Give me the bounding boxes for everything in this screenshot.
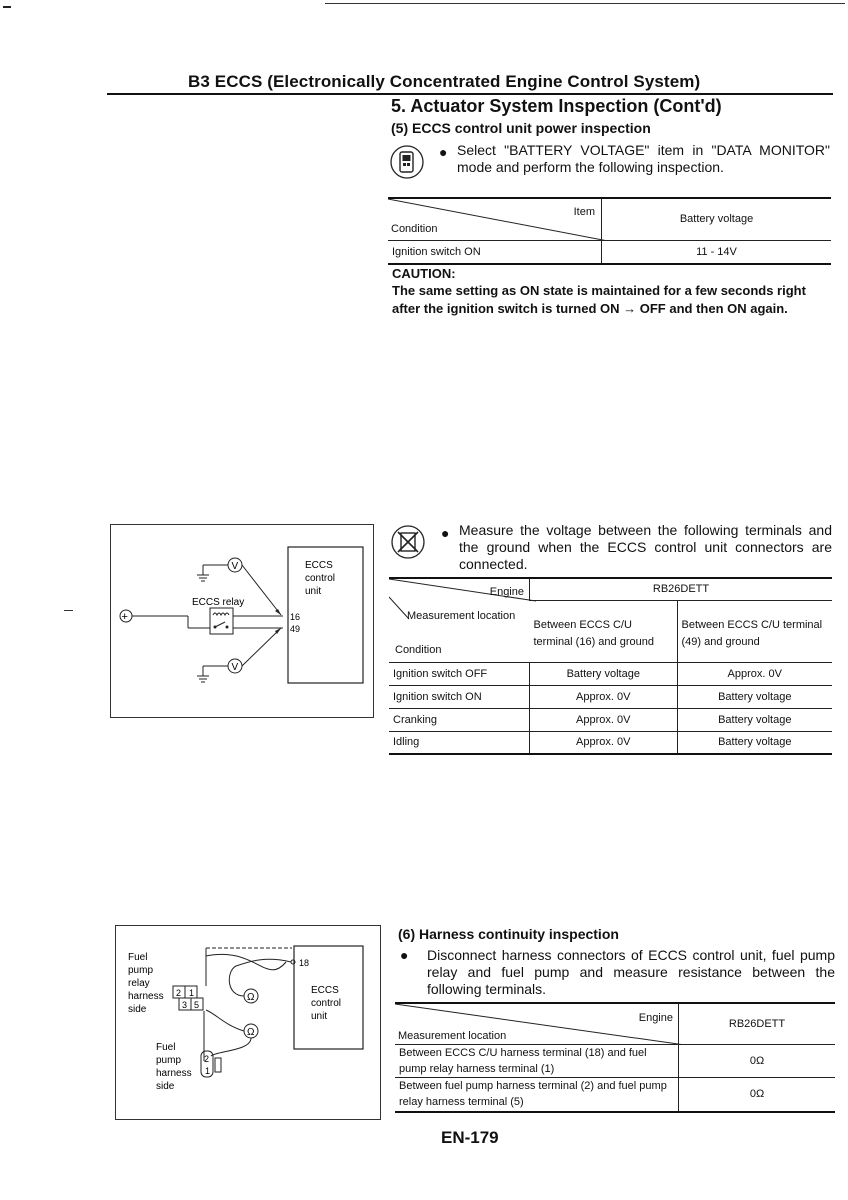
eccs-unit-label-3: unit <box>305 586 322 597</box>
table1-row-value: 11 - 14V <box>602 240 832 264</box>
table3-location: Between fuel pump harness terminal (2) and fuel pump relay harness terminal (5) <box>399 1080 667 1109</box>
voltmeter-icon-bottom: V <box>231 662 239 673</box>
section-title: 5. Actuator System Inspection (Cont'd) <box>391 96 722 116</box>
bullet-icon: ● <box>439 144 448 160</box>
pump-side-label-3: harness <box>156 1068 192 1079</box>
table2-header-condition: Condition <box>395 644 442 656</box>
table2-cell: Approx. 0V <box>530 708 678 731</box>
ohmmeter-icon-bottom: Ω <box>247 1027 255 1038</box>
table3-location: Between ECCS C/U harness terminal (18) and fuel pump relay harness terminal (1) <box>399 1046 647 1075</box>
table3-value: 0Ω <box>679 1044 836 1077</box>
terminal-49-label: 49 <box>290 624 301 634</box>
relay-side-label-3: relay <box>128 978 150 989</box>
relay-terminal-5: 5 <box>194 1000 200 1010</box>
table2-cell: Cranking <box>393 713 438 726</box>
table2-cell: Ignition switch OFF <box>393 667 488 680</box>
scan-top-line <box>325 3 845 4</box>
pump-side-label-2: pump <box>156 1055 182 1066</box>
table3-header-engine: Engine <box>638 1012 673 1024</box>
table1-diagonal-header-cell <box>388 198 602 240</box>
terminal-16-label: 16 <box>290 612 301 622</box>
table2-engine-model: RB26DETT <box>530 578 833 600</box>
table2-header-engine: Engine <box>489 586 524 598</box>
table3-header-measurement: Measurement location <box>398 1030 507 1042</box>
eccs-unit-label-1: ECCS <box>305 560 333 571</box>
scan-mark <box>3 6 11 8</box>
table2-diagonal-header-cell <box>389 578 530 662</box>
pump-side-label-1: Fuel <box>156 1042 176 1053</box>
table2-col1-header: Between ECCS C/U terminal (16) and ground <box>533 619 654 648</box>
table2-cell: Battery voltage <box>677 708 832 731</box>
terminal-voltage-table <box>389 577 832 755</box>
table-row <box>388 240 831 264</box>
table3-engine-model: RB26DETT <box>679 1003 836 1044</box>
relay-side-label-4: harness <box>128 991 164 1002</box>
table-row <box>389 708 832 731</box>
eccs-relay-label: ECCS relay <box>192 597 245 608</box>
battery-plus-icon: + <box>121 611 128 623</box>
relay-terminal-1: 1 <box>189 988 195 998</box>
page-header-title: B3 ECCS (Electronically Concentrated Engine Control System) <box>188 72 701 91</box>
relay-terminal-3: 3 <box>182 1000 188 1010</box>
table1-header-item: Item <box>573 206 595 218</box>
eccs-unit-label-2: control <box>305 573 336 584</box>
harness-instruction-text: Disconnect harness connectors of ECCS control unit, fuel pump relay and fuel pump and measure resistance between the following terminals. <box>427 947 835 997</box>
header-rule <box>107 93 833 95</box>
table-row <box>389 685 832 708</box>
harness-continuity-diagram <box>115 925 381 1120</box>
eccs-unit-label-1: ECCS <box>311 985 339 996</box>
table3-value: 0Ω <box>679 1077 836 1112</box>
table1-header-condition: Condition <box>391 223 438 235</box>
subsection-5-title: (5) ECCS control unit power inspection <box>391 120 651 136</box>
pump-side-label-4: side <box>156 1081 175 1092</box>
pump-terminal-2: 2 <box>204 1054 210 1064</box>
voltmeter-icon-top: V <box>231 561 239 572</box>
consult-monitor-icon <box>389 144 425 180</box>
instruction-text: Select "BATTERY VOLTAGE" item in "DATA MONITOR" mode and perform the following inspection. <box>457 142 830 175</box>
page-number: EN-179 <box>441 1128 499 1147</box>
table3-diagonal-header-cell <box>395 1003 679 1044</box>
table2-cell: Approx. 0V <box>530 685 678 708</box>
table1-row-condition: Ignition switch ON <box>392 245 481 258</box>
harness-circuit-drawing <box>116 926 380 1119</box>
table-row <box>395 1077 835 1112</box>
eccs-unit-label-2: control <box>311 998 342 1009</box>
eccs-unit-label-3: unit <box>311 1011 328 1022</box>
relay-side-label-5: side <box>128 1004 147 1015</box>
caution-text: The same setting as ON state is maintained for a few seconds right after the ignition switch is turned ON → OFF and then ON again. <box>392 283 806 316</box>
table-row <box>395 1044 835 1077</box>
table-row <box>389 662 832 685</box>
relay-terminal-2: 2 <box>176 988 182 998</box>
caution-heading: CAUTION: <box>392 266 456 281</box>
table2-col2-header: Between ECCS C/U terminal (49) and ground <box>677 600 832 662</box>
circuit-tester-icon <box>390 524 426 560</box>
table2-cell: Approx. 0V <box>677 662 832 685</box>
terminal-18-label: 18 <box>299 958 310 968</box>
table2-cell: Ignition switch ON <box>393 690 482 703</box>
table2-cell: Battery voltage <box>677 685 832 708</box>
bullet-icon: ● <box>441 525 450 541</box>
bullet-icon: ● <box>400 947 409 963</box>
measure-instruction-text: Measure the voltage between the following terminals and the ground when the ECCS control unit connectors are connected. <box>459 522 832 572</box>
scan-mark <box>64 610 73 611</box>
table-row <box>389 731 832 754</box>
eccs-relay-voltage-diagram <box>110 524 374 718</box>
ohmmeter-icon-top: Ω <box>247 992 255 1003</box>
relay-side-label-2: pump <box>128 965 154 976</box>
relay-circuit-drawing <box>111 525 373 717</box>
table2-cell: Approx. 0V <box>530 731 678 754</box>
pump-terminal-1: 1 <box>205 1066 211 1076</box>
table2-header-measurement: Measurement location <box>407 610 516 622</box>
table2-cell: Idling <box>393 736 420 749</box>
subsection-6-title: (6) Harness continuity inspection <box>398 926 619 942</box>
harness-resistance-table <box>395 1002 835 1113</box>
table1-header-value: Battery voltage <box>602 198 832 240</box>
battery-voltage-table <box>388 197 831 265</box>
table2-cell: Battery voltage <box>677 731 832 754</box>
relay-side-label-1: Fuel <box>128 952 148 963</box>
table2-cell: Battery voltage <box>530 662 678 685</box>
